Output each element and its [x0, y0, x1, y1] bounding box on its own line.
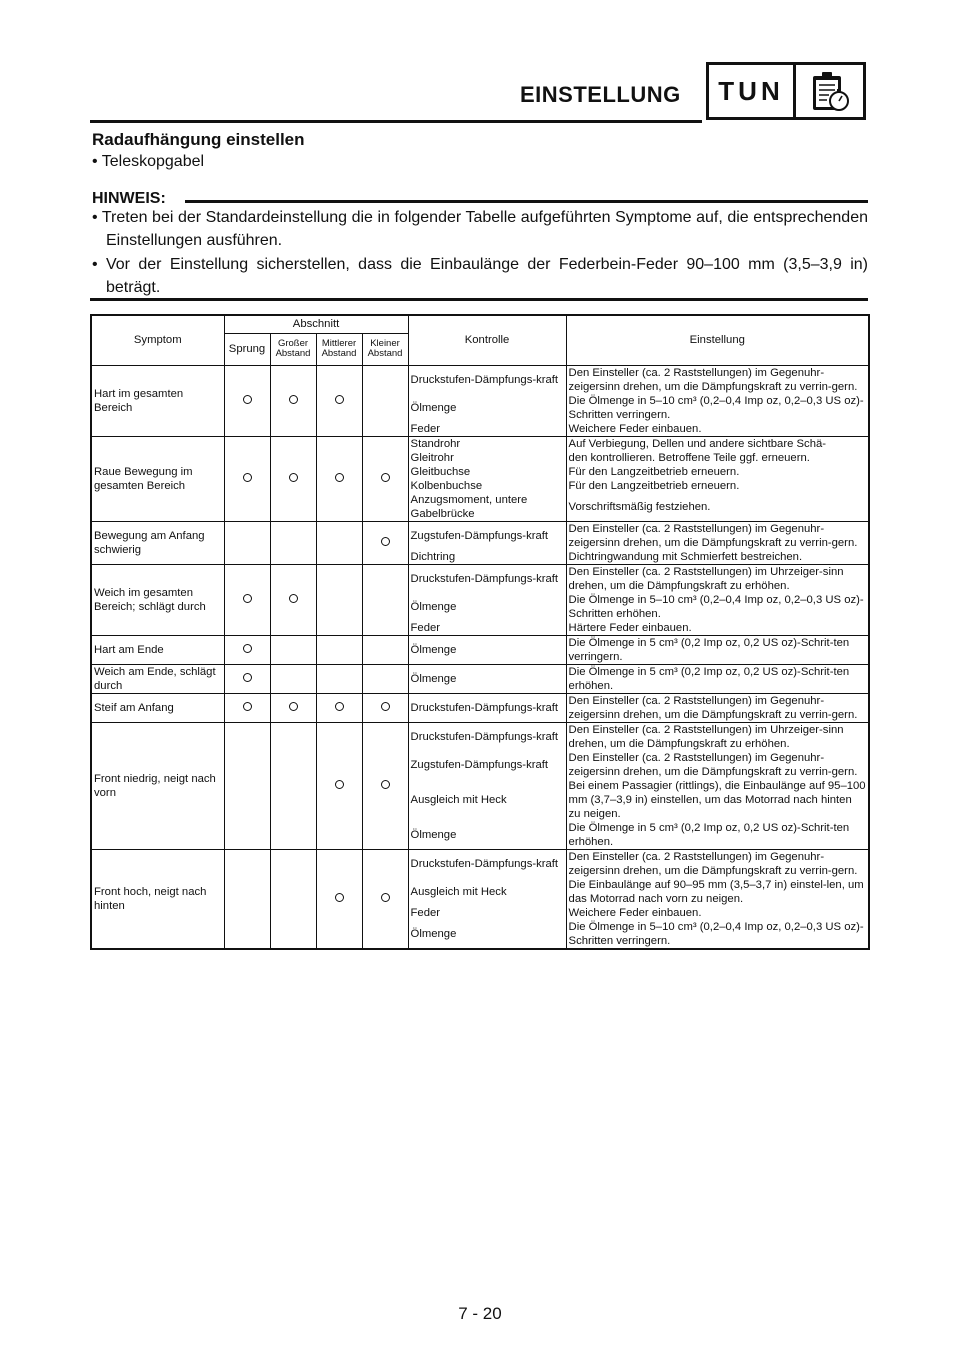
- table-row: [91, 436, 869, 451]
- check-circle-icon: [381, 473, 390, 482]
- kontrolle-cell: Kolbenbuchse: [408, 479, 566, 493]
- header-gross: Großer Abstand: [270, 333, 316, 365]
- check-circle-icon: [243, 702, 252, 711]
- einstellung-cell: Die Ölmenge in 5 cm³ (0,2 Imp oz, 0,2 US oz)-Schrit-ten verringern.: [566, 635, 869, 664]
- chapter-badge: [706, 62, 866, 120]
- check-circle-icon: [335, 893, 344, 902]
- einstellung-cell: Auf Verbiegung, Dellen und andere sichtbare Schä-: [566, 436, 869, 451]
- section-mark-cell: [316, 564, 362, 635]
- einstellung-cell: den kontrollieren. Betroffene Teile ggf. erneuern.: [568, 451, 810, 464]
- check-circle-icon: [381, 537, 390, 546]
- kontrolle-cell: Dichtring: [408, 550, 566, 565]
- section-mark-cell: [270, 635, 316, 664]
- einstellung-cell: Den Einsteller (ca. 2 Raststellungen) im Gegenuhr-zeigersinn drehen, um die Dämpfungskraft zu verrin-gern.: [566, 849, 869, 878]
- symptom-cell: Raue Bewegung im gesamten Bereich: [91, 436, 224, 521]
- section-mark-cell: [316, 693, 362, 722]
- section-mark-cell: [316, 664, 362, 693]
- kontrolle-cell: Ölmenge: [408, 593, 566, 621]
- check-circle-icon: [289, 594, 298, 603]
- section-mark-cell: [316, 722, 362, 849]
- section-mark-cell: [270, 436, 316, 521]
- section-mark-cell: [270, 365, 316, 436]
- section-mark-cell: [224, 521, 270, 564]
- kontrolle-cell: Ölmenge: [408, 920, 566, 949]
- kontrolle-cell: Druckstufen-Dämpfungs-kraft: [408, 849, 566, 878]
- section-mark-cell: [362, 722, 408, 849]
- kontrolle-cell: Gleitbuchse: [408, 465, 566, 479]
- check-circle-icon: [381, 780, 390, 789]
- header-kontrolle: Kontrolle: [408, 315, 566, 365]
- check-circle-icon: [243, 594, 252, 603]
- check-circle-icon: [335, 395, 344, 404]
- check-circle-icon: [381, 702, 390, 711]
- einstellung-cell: Die Ölmenge in 5–10 cm³ (0,2–0,4 Imp oz, 0,2–0,3 US oz)-Schritten verringern.: [568, 920, 864, 947]
- section-mark-cell: [362, 664, 408, 693]
- einstellung-cell: Dichtringwandung mit Schmierfett bestreichen.: [568, 550, 803, 563]
- section-mark-cell: [316, 365, 362, 436]
- section-mark-cell: [270, 722, 316, 849]
- section-mark-cell: [362, 635, 408, 664]
- einstellung-cell: Die Ölmenge in 5 cm³ (0,2 Imp oz, 0,2 US oz)-Schrit-ten erhöhen.: [568, 821, 850, 848]
- kontrolle-cell: Standrohr: [408, 436, 566, 451]
- kontrolle-cell: Ölmenge: [408, 394, 566, 422]
- check-circle-icon: [381, 893, 390, 902]
- section-mark-cell: [224, 365, 270, 436]
- check-circle-icon: [243, 473, 252, 482]
- check-circle-icon: [289, 473, 298, 482]
- chapter-title: EINSTELLUNG: [520, 82, 681, 107]
- section-mark-cell: [270, 664, 316, 693]
- section-mark-cell: [316, 521, 362, 564]
- section-mark-cell: [224, 664, 270, 693]
- section-mark-cell: [224, 635, 270, 664]
- kontrolle-cell: Ausgleich mit Heck: [408, 878, 566, 906]
- einstellung-cell: Den Einsteller (ca. 2 Raststellungen) im Gegenuhr-zeigersinn drehen, um die Dämpfungskraft zu verrin-gern.: [568, 751, 858, 778]
- kontrolle-cell: Feder: [408, 621, 566, 636]
- kontrolle-cell: Zugstufen-Dämpfungs-kraft: [408, 751, 566, 779]
- hinweis-note: • Treten bei der Standardeinstellung die in folgender Tabelle aufgeführten Symptome auf, die entsprechenden Einstellungen ausführen.: [92, 209, 868, 249]
- symptom-cell: Hart im gesamten Bereich: [91, 365, 224, 436]
- header-einstellung: Einstellung: [566, 315, 869, 365]
- section-mark-cell: [224, 693, 270, 722]
- page-number: 7 - 20: [458, 1304, 502, 1323]
- einstellung-cell: Den Einsteller (ca. 2 Raststellungen) im Gegenuhr-zeigersinn drehen, um die Dämpfungskraft zu verrin-gern.: [566, 693, 869, 722]
- table-row: [91, 693, 869, 722]
- symptom-cell: Hart am Ende: [91, 635, 224, 664]
- section-mark-cell: [270, 564, 316, 635]
- einstellung-cell: Die Ölmenge in 5–10 cm³ (0,2–0,4 Imp oz, 0,2–0,3 US oz)-Schritten verringern.: [568, 394, 864, 421]
- header-klein: Kleiner Abstand: [362, 333, 408, 365]
- kontrolle-cell: Feder: [408, 422, 566, 437]
- symptom-cell: Front niedrig, neigt nach vorn: [91, 722, 224, 849]
- hinweis-rule: [185, 200, 868, 203]
- clipboard-stopwatch-icon: [796, 65, 863, 117]
- kontrolle-cell: Druckstufen-Dämpfungs-kraft: [408, 365, 566, 394]
- table-row: [91, 849, 869, 878]
- check-circle-icon: [335, 473, 344, 482]
- hinweis-end-rule: [90, 298, 868, 301]
- check-circle-icon: [243, 673, 252, 682]
- section-mark-cell: [316, 436, 362, 521]
- einstellung-cell: Weichere Feder einbauen.: [568, 422, 702, 435]
- section-mark-cell: [224, 849, 270, 949]
- section-mark-cell: [362, 693, 408, 722]
- adjustment-table: [90, 314, 870, 950]
- kontrolle-cell: Druckstufen-Dämpfungs-kraft: [408, 564, 566, 593]
- table-row: [91, 365, 869, 394]
- einstellung-cell: Den Einsteller (ca. 2 Raststellungen) im Gegenuhr-zeigersinn drehen, um die Dämpfungskraft zu verrin-gern.: [566, 365, 869, 394]
- section-mark-cell: [270, 693, 316, 722]
- einstellung-cell: Den Einsteller (ca. 2 Raststellungen) im Gegenuhr-zeigersinn drehen, um die Dämpfungskraft zu verrin-gern.: [566, 521, 869, 550]
- einstellung-cell: Den Einsteller (ca. 2 Raststellungen) im Uhrzeiger-sinn drehen, um die Dämpfungskraft zu erhöhen.: [566, 722, 869, 751]
- check-circle-icon: [289, 702, 298, 711]
- kontrolle-cell: Ölmenge: [408, 635, 566, 664]
- check-circle-icon: [335, 702, 344, 711]
- header-abschnitt: Abschnitt: [224, 315, 408, 333]
- einstellung-cell: Bei einem Passagier (rittlings), die Einbaulänge auf 95–100 mm (3,7–3,9 in) einstellen, um das Motorrad nach hinten zu neigen.: [568, 779, 866, 820]
- einstellung-cell: Weichere Feder einbauen.: [568, 906, 702, 919]
- kontrolle-cell: Zugstufen-Dämpfungs-kraft: [408, 521, 566, 550]
- einstellung-cell: Den Einsteller (ca. 2 Raststellungen) im Uhrzeiger-sinn drehen, um die Dämpfungskraft zu erhöhen.: [566, 564, 869, 593]
- section-mark-cell: [270, 849, 316, 949]
- kontrolle-cell: Feder: [408, 906, 566, 920]
- kontrolle-cell: Druckstufen-Dämpfungs-kraft: [408, 693, 566, 722]
- section-mark-cell: [362, 849, 408, 949]
- section-mark-cell: [362, 564, 408, 635]
- hinweis-note: • Vor der Einstellung sicherstellen, dass die Einbaulänge der Federbein-Feder 90–100 mm (3,5–3,9 in) beträgt.: [92, 256, 868, 296]
- header-sprung: Sprung: [224, 333, 270, 365]
- section-mark-cell: [316, 849, 362, 949]
- check-circle-icon: [243, 395, 252, 404]
- einstellung-cell: Die Ölmenge in 5–10 cm³ (0,2–0,4 Imp oz, 0,2–0,3 US oz)-Schritten erhöhen.: [568, 593, 864, 620]
- kontrolle-cell: Ölmenge: [408, 664, 566, 693]
- table-row: [91, 635, 869, 664]
- check-circle-icon: [289, 395, 298, 404]
- einstellung-cell: Für den Langzeitbetrieb erneuern.: [568, 479, 740, 492]
- check-circle-icon: [243, 644, 252, 653]
- section-mark-cell: [316, 635, 362, 664]
- einstellung-cell: Die Einbaulänge auf 90–95 mm (3,5–3,7 in) einstel-len, um das Motorrad nach vorn zu neigen.: [568, 878, 864, 905]
- einstellung-cell: Für den Langzeitbetrieb erneuern.: [568, 465, 740, 478]
- einstellung-cell: Härtere Feder einbauen.: [568, 621, 692, 634]
- kontrolle-cell: Ölmenge: [408, 821, 566, 850]
- header-mittel: Mittlerer Abstand: [316, 333, 362, 365]
- kontrolle-cell: Gleitrohr: [408, 451, 566, 465]
- section-mark-cell: [270, 521, 316, 564]
- kontrolle-cell: Anzugsmoment, untere Gabelbrücke: [408, 493, 566, 522]
- section-mark-cell: [362, 436, 408, 521]
- header-rule: [90, 120, 702, 123]
- check-circle-icon: [335, 780, 344, 789]
- section-mark-cell: [362, 521, 408, 564]
- section-mark-cell: [224, 722, 270, 849]
- chapter-code: TUN: [709, 65, 796, 117]
- section-mark-cell: [224, 564, 270, 635]
- einstellung-cell: Vorschriftsmäßig festziehen.: [568, 500, 711, 513]
- symptom-cell: Steif am Anfang: [91, 693, 224, 722]
- symptom-cell: Bewegung am Anfang schwierig: [91, 521, 224, 564]
- symptom-cell: Weich im gesamten Bereich; schlägt durch: [91, 564, 224, 635]
- section-title: Radaufhängung einstellen: [92, 130, 305, 149]
- section-bullet: • Teleskopgabel: [92, 153, 205, 170]
- symptom-cell: Weich am Ende, schlägt durch: [91, 664, 224, 693]
- table-row: [91, 664, 869, 693]
- table-row: [91, 564, 869, 593]
- table-row: [91, 521, 869, 550]
- hinweis-label: HINWEIS:: [92, 190, 166, 207]
- section-mark-cell: [362, 365, 408, 436]
- table-row: [91, 722, 869, 751]
- kontrolle-cell: Ausgleich mit Heck: [408, 779, 566, 821]
- kontrolle-cell: Druckstufen-Dämpfungs-kraft: [408, 722, 566, 751]
- header-symptom: Symptom: [91, 315, 224, 365]
- symptom-cell: Front hoch, neigt nach hinten: [91, 849, 224, 949]
- einstellung-cell: Die Ölmenge in 5 cm³ (0,2 Imp oz, 0,2 US oz)-Schrit-ten erhöhen.: [566, 664, 869, 693]
- section-mark-cell: [224, 436, 270, 521]
